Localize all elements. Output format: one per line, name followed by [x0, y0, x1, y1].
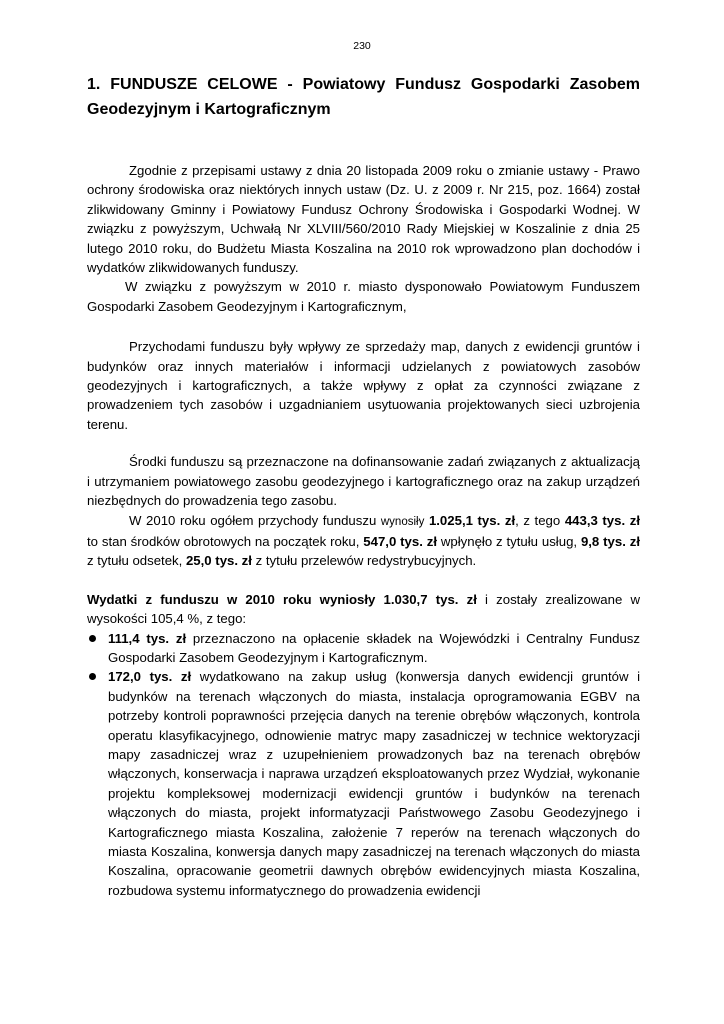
bullet-icon — [89, 673, 96, 680]
services-amount: 547,0 tys. zł — [363, 533, 437, 549]
paragraph-fund-revenues: Przychodami funduszu były wpływy ze sprzedaży map, danych z ewidencji gruntów i budynków oraz innych materiałów i informacji udzielanych z powiatowych zasobów geodezyjnych i kartograficznych, a także wpływy z opłat za czynności związane z prowadzeniem tych zasobów i uzgadnianiem usytuowania projektowanych sieci uzbrojenia terenu. — [87, 339, 640, 432]
paragraph-expenditures — [87, 590, 640, 629]
revenue-text-7: z tytułu odsetek, — [87, 553, 186, 569]
revenue-text-2: wynosiły — [380, 515, 425, 528]
interest-amount: 9,8 tys. zł — [580, 533, 640, 549]
revenue-text-6: wpłynęło z tytułu usług, — [437, 533, 581, 549]
expenditure-list — [87, 629, 640, 901]
document-body — [87, 72, 640, 900]
section-title: 1. FUNDUSZE CELOWE - Powiatowy Fundusz Gospodarki Zasobem Geodezyjnym i Kartograficznym — [87, 76, 640, 118]
expenditure-text: i zostały zrealizowane w wysokości 105,4 %, z tego: — [87, 591, 641, 627]
list-item-text: przeznaczono na opłacenie składek na Wojewódzki i Centralny Fundusz Gospodarki Zasobem Geodezyjnym i Kartograficznym. — [108, 630, 640, 665]
list-item — [87, 629, 640, 668]
expenditure-total: Wydatki z funduszu w 2010 roku wyniosły 1.030,7 tys. zł — [87, 591, 477, 607]
list-item — [87, 667, 640, 900]
list-item-amount: 172,0 tys. zł — [108, 669, 192, 685]
opening-balance-amount: 443,3 tys. zł — [564, 512, 640, 528]
paragraph-fund-disposal: W związku z powyższym w 2010 r. miasto dysponowało Powiatowym Funduszem Gospodarki Zasobem Geodezyjnym i Kartograficznym, — [87, 279, 640, 314]
revenue-text-8: z tytułu przelewów redystrybucyjnych. — [251, 553, 477, 569]
paragraph-legal-basis: Zgodnie z przepisami ustawy z dnia 20 listopada 2009 roku o zmianie ustawy - Prawo ochrony środowiska oraz niektórych innych ustaw (Dz. U. z 2009 r. Nr 215, poz. 1664) został zlikwidowany Gminny i Powiatowy Fundusz Ochrony Środowiska i Gospodarki Wodnej. W związku z powyższym, Uchwałą Nr XLVIII/560/2010 Rady Miejskiej w Koszalinie z dnia 25 lutego 2010 roku, do Budżetu Miasta Koszalina na 2010 rok wprowadzono plan dochodów i wydatków zlikwidowanych funduszy. — [87, 163, 640, 276]
page-number: 230 — [353, 40, 371, 52]
revenue-text-5: to stan środków obrotowych na początek roku, — [87, 533, 364, 549]
bullet-icon — [89, 635, 96, 642]
revenue-text-4: , z tego — [515, 512, 565, 528]
list-item-text: wydatkowano na zakup usług (konwersja danych ewidencji gruntów i budynków na terenach włączonych do miasta, instalacja oprogramowania EGBV na potrzeby kontroli poprawności przejęcia danych na terenie obrębów włączonych, kontrola operatu klasyfikacyjnego, odnowienie matryc mapy zasadniczej w technice wektoryzacji mapy zasadniczej wraz z uzupełnieniem prowadzonych baz na terenach obrębów włączonych, konserwacja i naprawa urządzeń eksploatowanych przez Wydział, wykonanie projektu kompleksowej modernizacji ewidencji gruntów i budynków na terenach włączonych do miasta, projekt informatyzacji Państwowego Zasobu Geodezyjnego i Kartograficznego miasta Koszalina, założenie 7 reperów na terenach włączonych do miasta Koszalina, konwersja danych mapy zasadniczej na terenach włączonych do miasta Koszalina, opracowanie geometrii dawnych obrębów ewidencyjnych miasta Koszalina, rozbudowa systemu informatycznego do prowadzenia ewidencji — [108, 669, 641, 898]
revenue-text-1: W 2010 roku ogółem przychody funduszu — [129, 512, 381, 528]
paragraph-fund-purpose: Środki funduszu są przeznaczone na dofinansowanie zadań związanych z aktualizacją i utrzymaniem powiatowego zasobu geodezyjnego i kartograficznego oraz na zakup urządzeń niezbędnych do prowadzenia tego zasobu. — [87, 454, 640, 509]
list-item-amount: 111,4 tys. zł — [108, 630, 187, 646]
transfers-amount: 25,0 tys. zł — [185, 553, 252, 569]
revenue-total-amount: 1.025,1 tys. zł — [428, 512, 516, 528]
paragraph-revenue-totals — [87, 511, 640, 571]
